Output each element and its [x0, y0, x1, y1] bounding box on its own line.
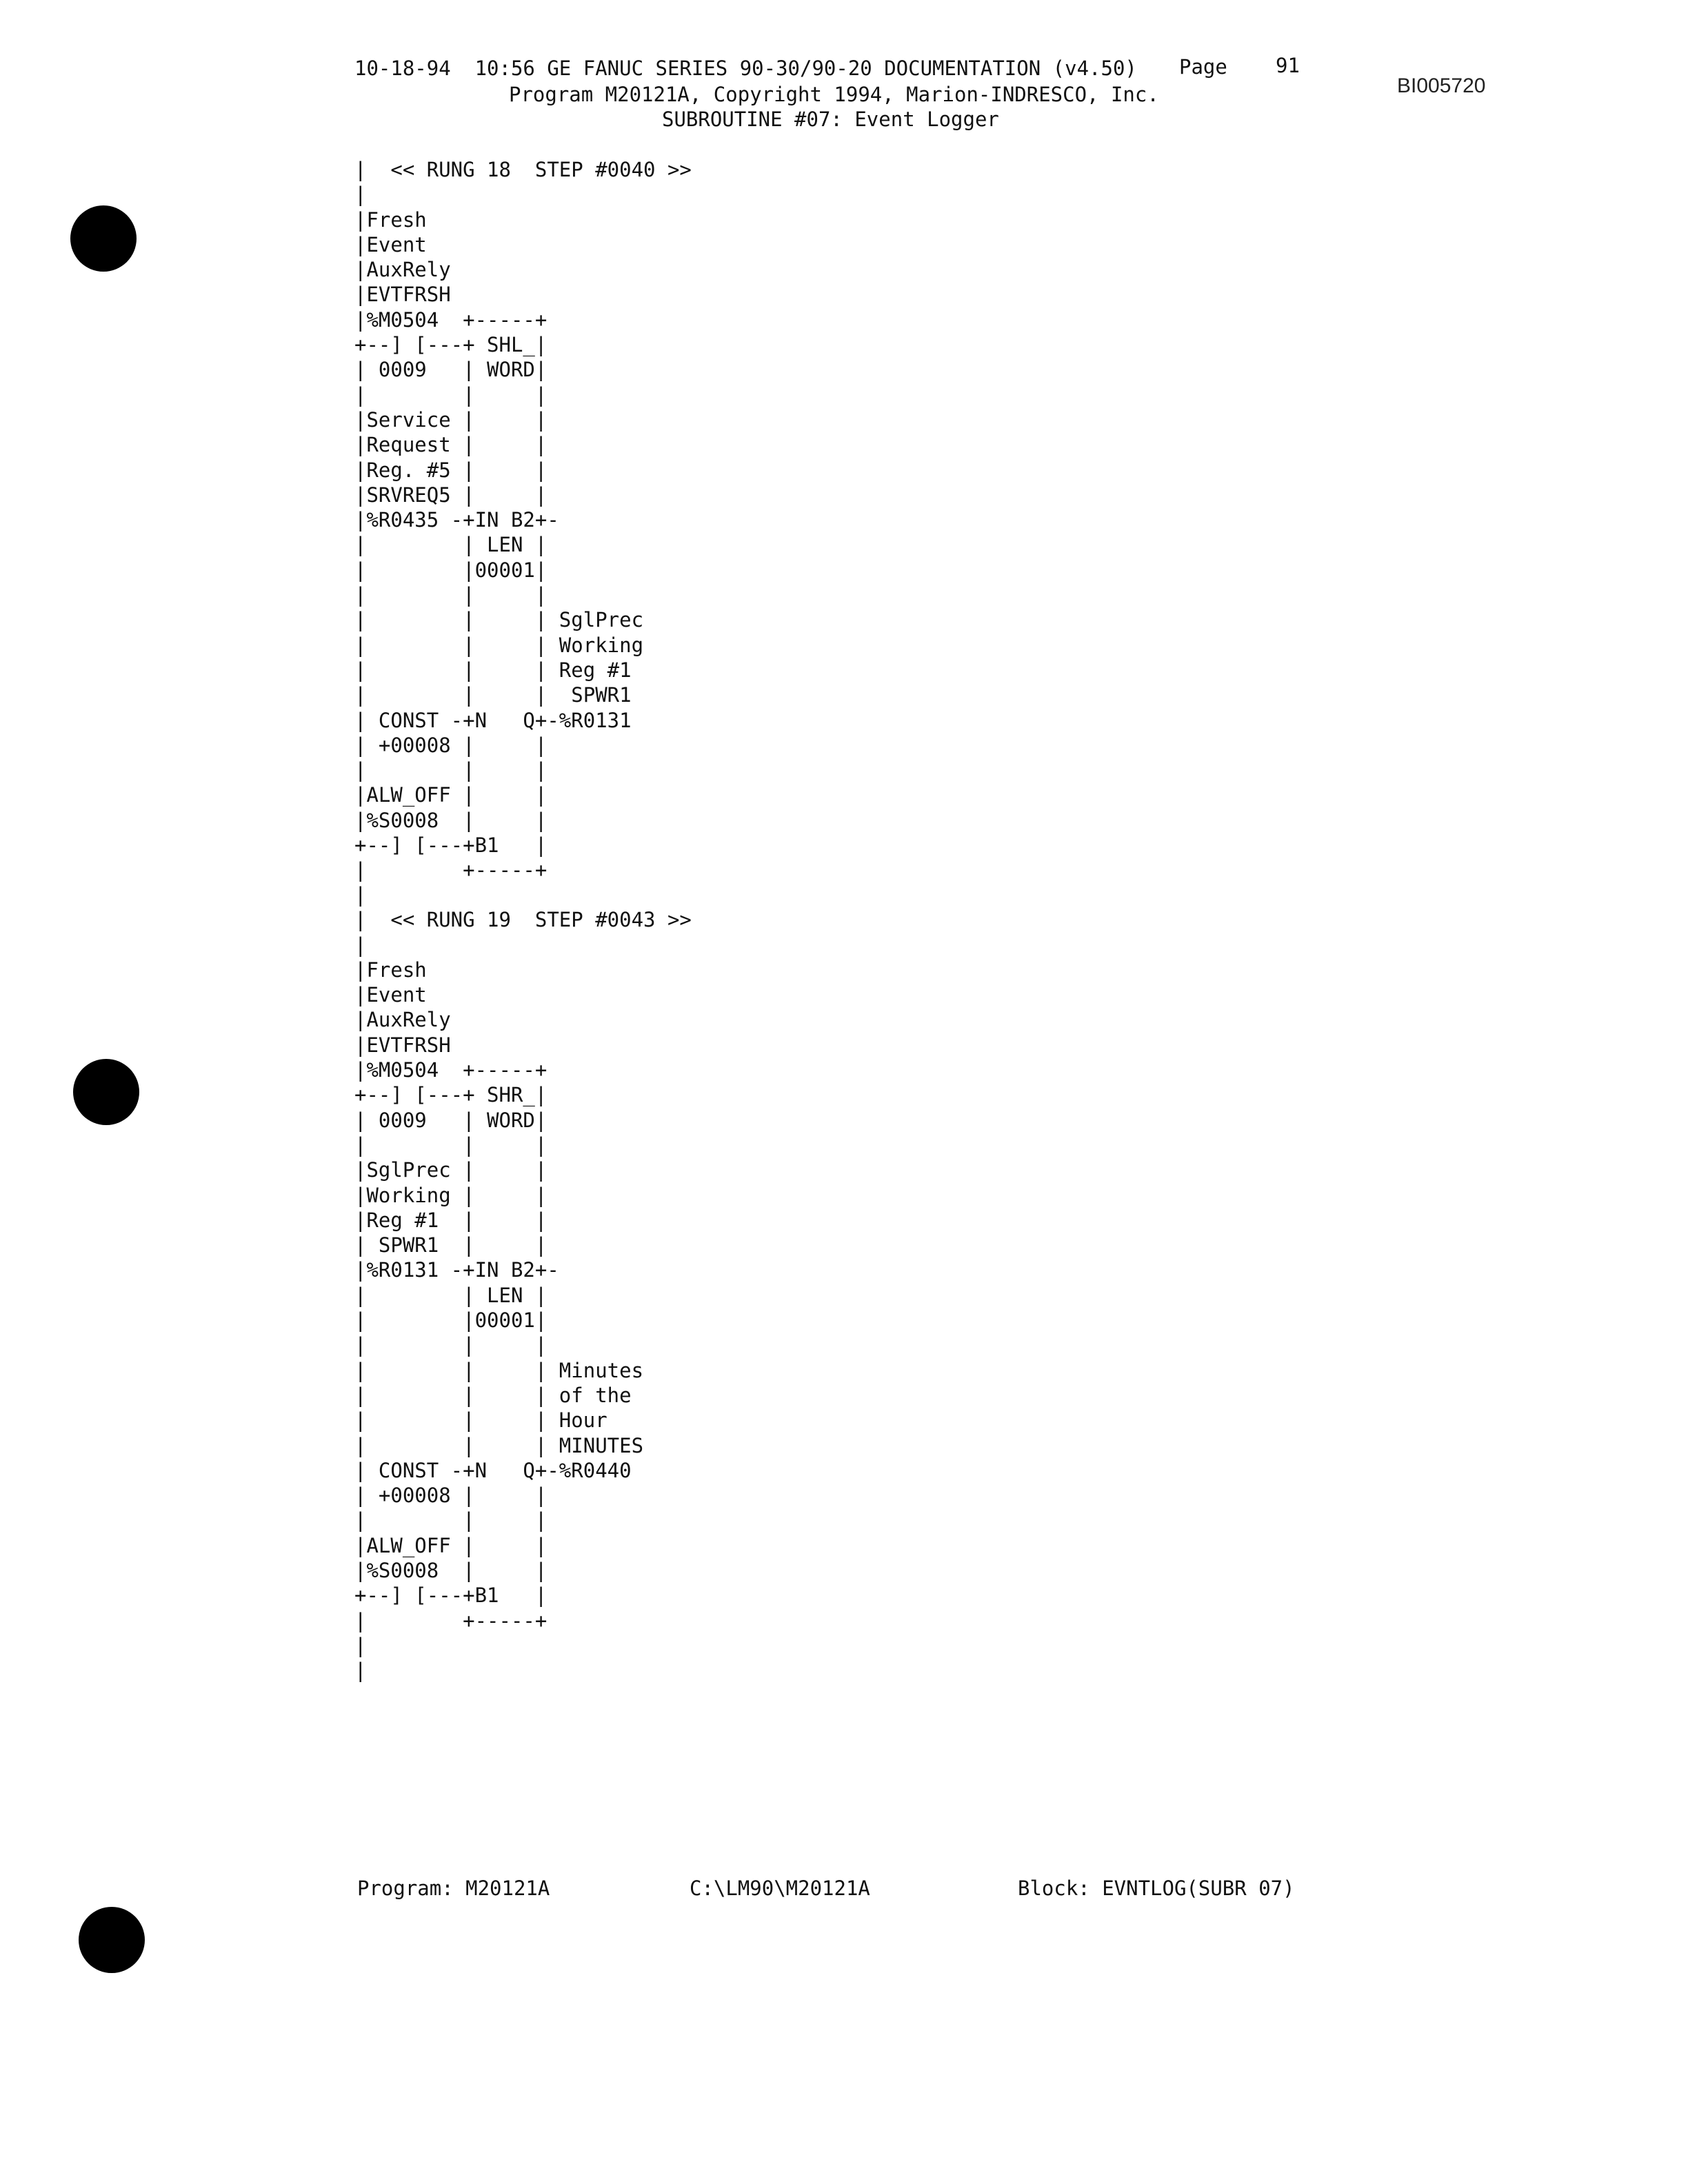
punch-hole-top — [70, 205, 137, 272]
header-subroutine-line: SUBROUTINE #07: Event Logger — [662, 108, 999, 131]
ladder-rung-18: | << RUNG 18 STEP #0040 >> | |Fresh |Event |AuxRely |EVTFRSH |%M0504 +-----+ +--] [---+ SHL_| | 0009 | WORD| | | | |Service | | |Request | | |Reg. #5 | | |SRVREQ5 | | |%R0435 -+IN B2+- | | LEN | | |00001| | | | | | | SglPrec | | | Working | | | Reg #1 | | | SPWR1 | CONST -+N Q+-%R0131 | +00008 | | | | | |ALW_OFF | | |%S0008 | | +--] [---+B1 | | +-----+ — [354, 158, 692, 882]
punch-hole-middle — [73, 1059, 139, 1125]
punch-hole-bottom — [79, 1907, 145, 1973]
footer-block: Block: EVNTLOG(SUBR 07) — [1018, 1877, 1295, 1900]
footer-path: C:\LM90\M20121A — [690, 1877, 870, 1900]
document-id-stamp: BI005720 — [1397, 74, 1486, 97]
footer-program: Program: M20121A — [357, 1877, 550, 1900]
header-title-line: 10-18-94 10:56 GE FANUC SERIES 90-30/90-20 DOCUMENTATION (v4.50) — [354, 57, 1137, 80]
header-program-line: Program M20121A, Copyright 1994, Marion-INDRESCO, Inc. — [509, 83, 1159, 106]
page-label: Page — [1179, 55, 1227, 79]
ladder-rung-19: | | << RUNG 19 STEP #0043 >> | |Fresh |Event |AuxRely |EVTFRSH |%M0504 +-----+ +--] [---+ SHR_| | 0009 | WORD| | | | |SglPrec | | |Working | | |Reg #1 | | | SPWR1 | | |%R0131 -+IN B2+- | | LEN | | |00001| | | | | | | Minutes | | | of the | | | Hour | | | MINUTES | CONST -+N Q+-%R0440 | +00008 | | | | | |ALW_OFF | | |%S0008 | | +--] [---+B1 | | +-----+ | | — [354, 883, 692, 1683]
page-number: 91 — [1276, 54, 1300, 77]
